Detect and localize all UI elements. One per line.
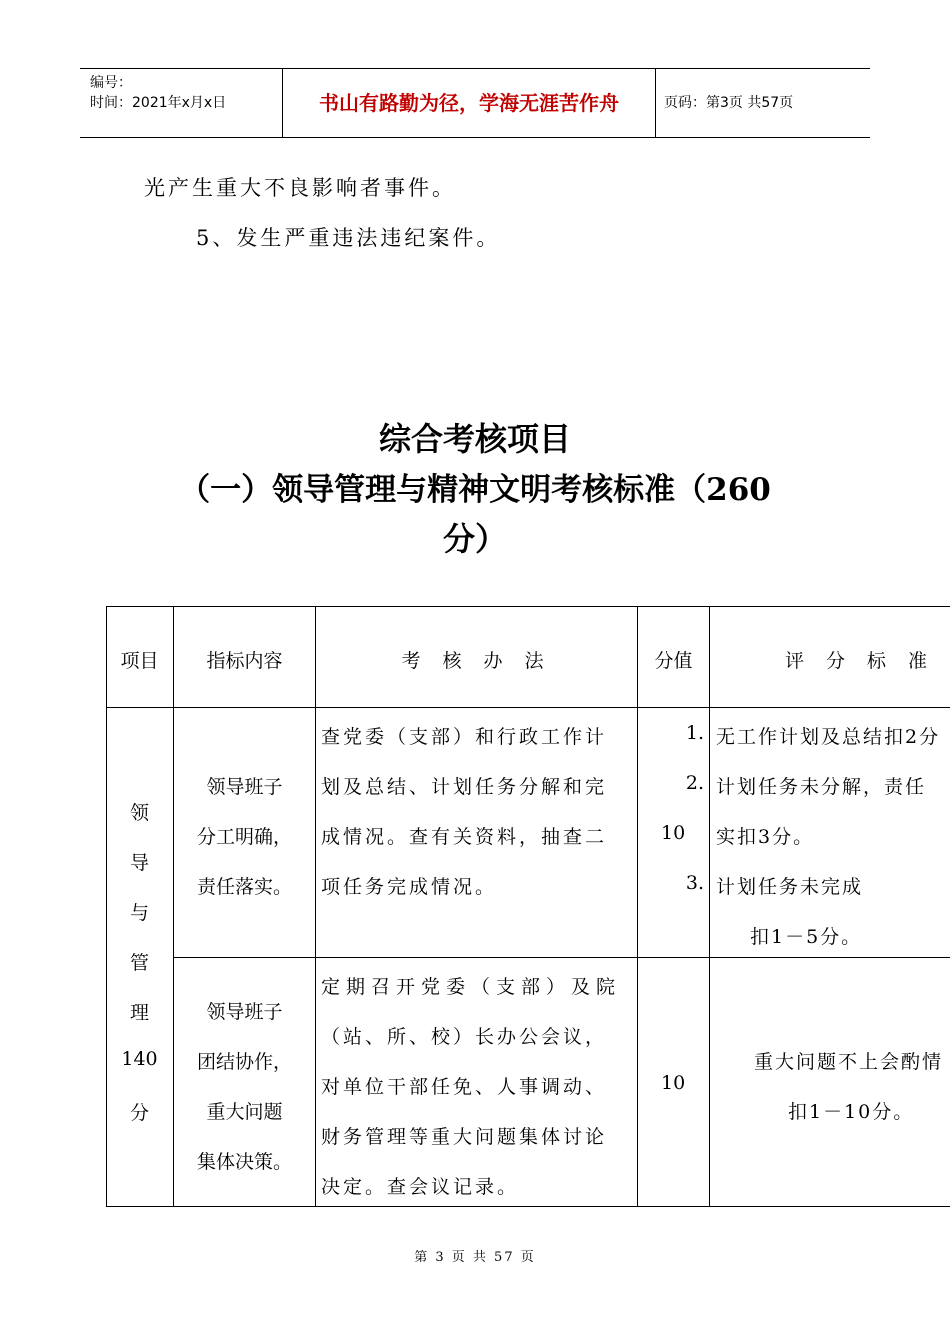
row1-standard: 无工作计划及总结扣2分 <box>716 726 941 748</box>
col-divider-4 <box>709 606 710 1207</box>
title-line-1: 综合考核项目 <box>378 420 571 458</box>
row1-standard: 计划任务未完成 <box>716 876 864 898</box>
header-standard: 评 分 标 准 <box>784 650 936 672</box>
row2-standard: 扣1－10分。 <box>788 1101 915 1123</box>
header-meta <box>80 69 282 137</box>
col-divider-3 <box>637 606 638 1207</box>
title-line-3: 分） <box>442 520 507 558</box>
category-char: 导 <box>129 852 149 874</box>
row2-method: （站、所、校）长办公会议， <box>321 1026 608 1048</box>
row2-method: 财务管理等重大问题集体讨论 <box>321 1126 608 1148</box>
row1-indicator: 领导班子 <box>206 776 283 798</box>
category-char: 140 <box>121 1048 158 1070</box>
paragraph-1: 光产生重大不良影响者事件。 <box>144 176 456 200</box>
row2-score: 10 <box>661 1072 686 1094</box>
row1-standard: 计划任务未分解，责任 <box>716 776 927 798</box>
page-header <box>80 68 870 138</box>
table-border-bottom <box>106 1206 950 1207</box>
table-row-divider <box>173 957 950 958</box>
time-label: 时间：2021年x月x日 <box>90 95 227 111</box>
header-method: 考 核 办 法 <box>401 650 552 672</box>
row1-score: 1. <box>685 722 704 744</box>
header-score: 分值 <box>654 650 693 672</box>
category-char: 分 <box>129 1102 149 1124</box>
header-project: 项目 <box>120 650 159 672</box>
row1-score: 3. <box>685 872 704 894</box>
category-char: 领 <box>129 802 149 824</box>
category-char: 理 <box>129 1002 149 1024</box>
row2-method: 决定。查会议记录。 <box>321 1176 520 1198</box>
row2-method: 对单位干部任免、人事调动、 <box>321 1076 608 1098</box>
row1-indicator: 责任落实。 <box>196 876 292 898</box>
row1-score: 2. <box>685 772 704 794</box>
header-indicator: 指标内容 <box>206 650 283 672</box>
page-footer: 第 3 页 共 57 页 <box>414 1250 536 1265</box>
row1-standard: 扣1－5分。 <box>750 926 863 948</box>
col-divider-2 <box>315 606 316 1207</box>
category-char: 管 <box>129 952 149 974</box>
code-label: 编号： <box>90 75 132 91</box>
assessment-table <box>106 606 950 1208</box>
row2-method: 定期召开党委（支部）及院 <box>321 976 622 998</box>
row1-score: 10 <box>661 822 686 844</box>
row2-indicator: 集体决策。 <box>196 1151 292 1173</box>
category-char: 与 <box>129 902 149 924</box>
row1-indicator: 分工明确， <box>196 826 292 848</box>
row1-method: 查党委（支部）和行政工作计 <box>321 726 608 748</box>
title-line-2: （一）领导管理与精神文明考核标准（260 <box>179 472 771 508</box>
row2-indicator: 重大问题 <box>206 1101 283 1123</box>
row1-method: 成情况。查有关资料，抽查二 <box>321 826 608 848</box>
row2-standard: 重大问题不上会酌情 <box>754 1051 944 1073</box>
header-motto: 书山有路勤为径，学海无涯苦作舟 <box>282 69 656 137</box>
row2-indicator: 领导班子 <box>206 1001 283 1023</box>
row2-indicator: 团结协作， <box>196 1051 292 1073</box>
row1-method: 划及总结、计划任务分解和完 <box>321 776 608 798</box>
header-page-info: 页码：第3页 共57页 <box>664 95 794 111</box>
table-header-divider <box>106 707 950 708</box>
table-border-top <box>106 606 950 607</box>
row1-method: 项任务完成情况。 <box>321 876 498 898</box>
row1-standard: 实扣3分。 <box>716 826 815 848</box>
paragraph-2: 5、发生严重违法违纪案件。 <box>196 226 501 250</box>
